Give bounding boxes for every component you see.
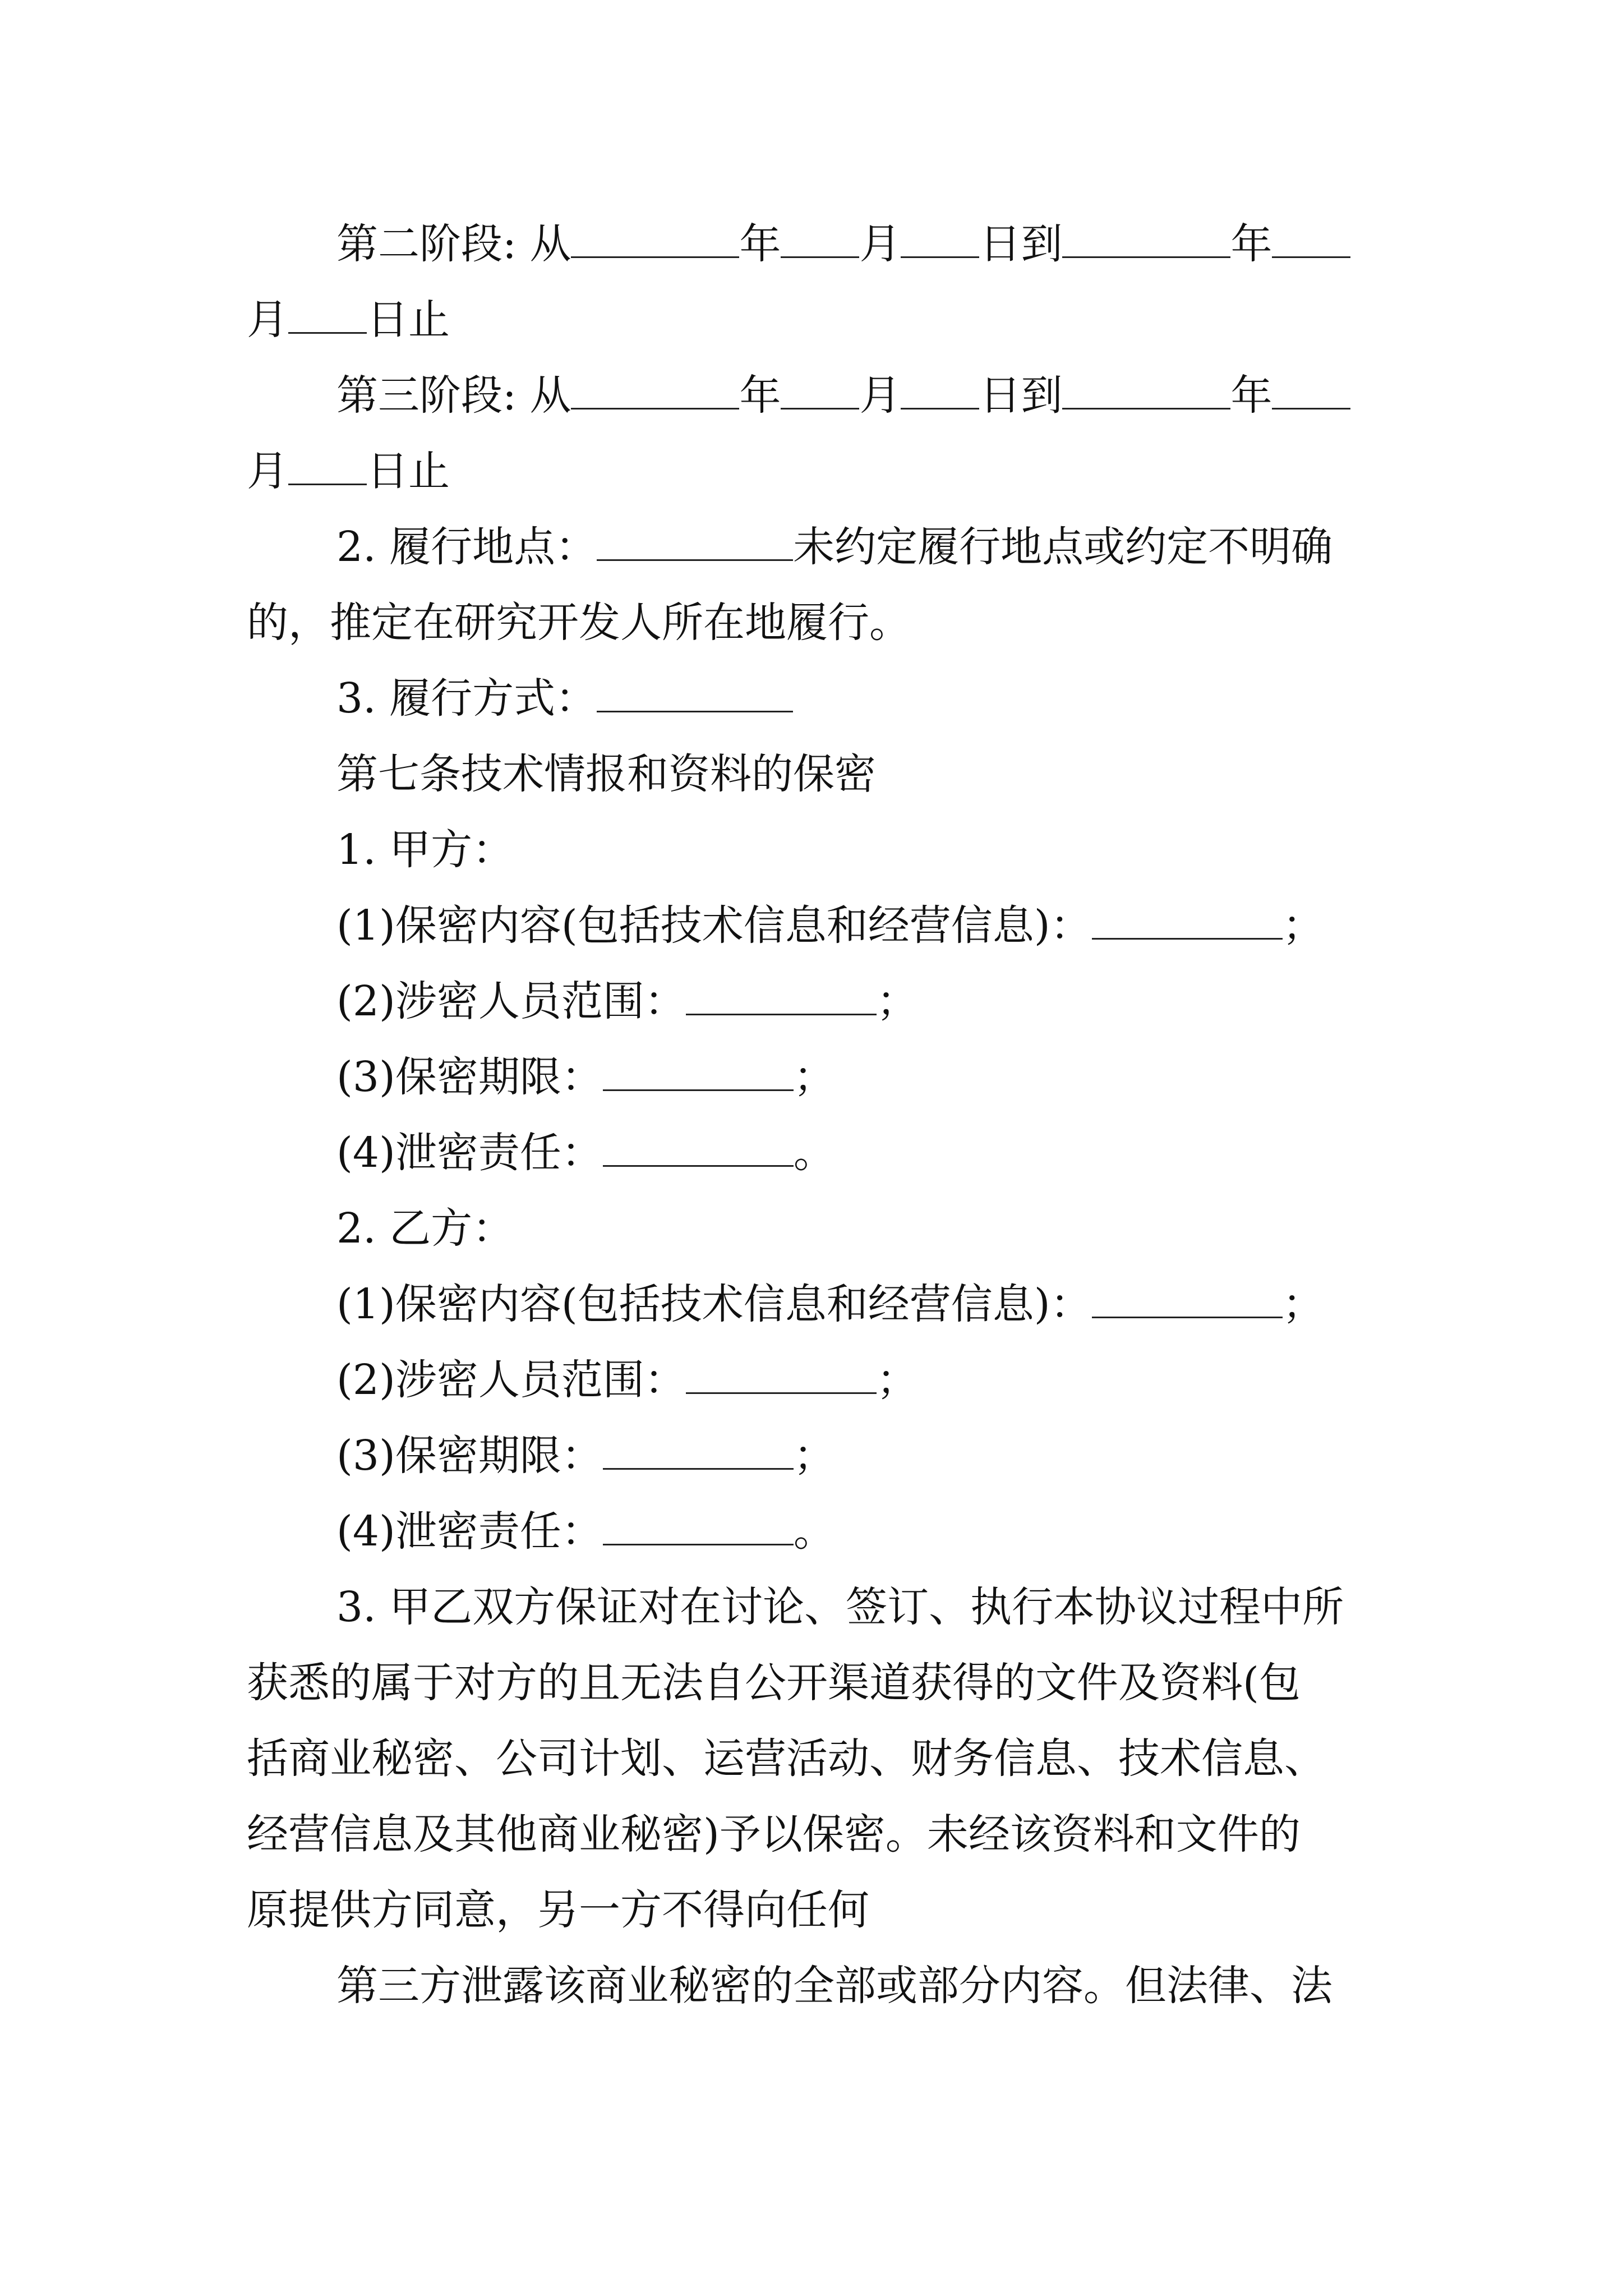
partyB-item-2 <box>336 1352 918 1408</box>
stage2-month-label: 月 <box>859 220 901 268</box>
stage2-month-blank[interactable] <box>781 219 859 258</box>
partyB-heading: 2. 乙方： <box>336 1204 514 1253</box>
partyB-item-3-blank[interactable] <box>603 1431 794 1470</box>
stage3-line <box>336 367 1350 424</box>
stage3-day-end-label: 日止 <box>367 447 450 495</box>
partyA-item-1-end: ； <box>1282 901 1324 950</box>
place-line <box>336 519 1332 575</box>
partyA-item-4-blank[interactable] <box>603 1128 794 1167</box>
place-blank[interactable] <box>597 522 793 561</box>
partyB-item-1 <box>336 1276 1324 1332</box>
partyB-item-2-blank[interactable] <box>686 1355 877 1394</box>
partyB-item-4-end: 。 <box>793 1507 835 1556</box>
stage2-prefix: 第二阶段: 从 <box>336 220 571 268</box>
stage2-month2-label: 月 <box>247 296 288 344</box>
partyB-item-2-label: (2)涉密人员范围： <box>336 1356 686 1404</box>
partyB-item-3 <box>336 1428 835 1484</box>
stage3-prefix: 第三阶段: 从 <box>336 371 571 420</box>
stage2-month2-blank[interactable] <box>1272 219 1350 258</box>
stage3-day-to-label: 日到 <box>979 371 1063 420</box>
partyA-item-2-label: (2)涉密人员范围： <box>336 977 686 1025</box>
partyB-item-1-blank[interactable] <box>1092 1280 1283 1318</box>
partyB-item-4-blank[interactable] <box>603 1507 794 1545</box>
stage2-year2-blank[interactable] <box>1062 219 1230 258</box>
stage2-year2-label: 年 <box>1230 220 1272 268</box>
partyA-item-1-label: (1)保密内容(包括技术信息和经营信息)： <box>336 901 1092 950</box>
stage3-day-blank[interactable] <box>901 371 979 409</box>
stage2-day-blank[interactable] <box>901 219 979 258</box>
place-rest: 未约定履行地点或约定不明确 <box>793 523 1333 571</box>
stage3-month2-label: 月 <box>247 447 288 495</box>
partyB-item-4 <box>336 1503 835 1559</box>
partyA-item-3 <box>336 1049 835 1105</box>
stage3-day2-blank[interactable] <box>288 447 367 485</box>
stage3-year2-blank[interactable] <box>1062 371 1230 409</box>
stage2-day-to-label: 日到 <box>979 220 1063 268</box>
stage3-line-cont <box>247 443 450 499</box>
method-label: 3. 履行方式： <box>336 674 597 723</box>
stage2-day2-blank[interactable] <box>288 295 367 334</box>
method-blank[interactable] <box>597 674 793 712</box>
clause3-line-2: 获悉的属于对方的且无法自公开渠道获得的文件及资料(包 <box>247 1659 1301 1707</box>
partyB-item-1-label: (1)保密内容(包括技术信息和经营信息)： <box>336 1280 1092 1328</box>
stage3-month-blank[interactable] <box>781 371 859 409</box>
partyA-item-3-end: ； <box>793 1053 835 1101</box>
method-line <box>336 670 793 726</box>
partyB-item-1-end: ； <box>1282 1280 1324 1328</box>
partyA-item-2-blank[interactable] <box>686 977 877 1015</box>
stage3-year-label: 年 <box>739 371 781 420</box>
stage2-day-end-label: 日止 <box>367 296 450 344</box>
stage2-line <box>336 216 1350 272</box>
stage3-year-blank[interactable] <box>571 371 739 409</box>
partyA-item-4-label: (4)泄密责任： <box>336 1129 603 1177</box>
clause3-line-1: 3. 甲乙双方保证对在讨论、签订、执行本协议过程中所 <box>336 1583 1344 1631</box>
partyB-item-2-end: ； <box>876 1356 918 1404</box>
clause3-line-5: 原提供方同意，另一方不得向任何 <box>247 1886 869 1934</box>
partyA-item-1-blank[interactable] <box>1092 901 1283 940</box>
partyA-item-3-blank[interactable] <box>603 1052 794 1091</box>
stage2-line-cont <box>247 292 450 348</box>
partyA-item-2 <box>336 973 918 1029</box>
article7-title: 第七条技术情报和资料的保密 <box>336 750 876 798</box>
partyA-item-4 <box>336 1125 835 1181</box>
stage3-month2-blank[interactable] <box>1272 371 1350 409</box>
partyA-heading: 1. 甲方： <box>336 826 514 874</box>
stage3-month-label: 月 <box>859 371 901 420</box>
partyB-item-4-label: (4)泄密责任： <box>336 1507 603 1556</box>
partyA-item-2-end: ； <box>876 977 918 1025</box>
place-line-cont: 的，推定在研究开发人所在地履行。 <box>247 599 911 647</box>
partyA-item-3-label: (3)保密期限： <box>336 1053 603 1101</box>
stage2-year-blank[interactable] <box>571 219 739 258</box>
stage3-year2-label: 年 <box>1230 371 1272 420</box>
partyB-item-3-label: (3)保密期限： <box>336 1432 603 1480</box>
partyA-item-4-end: 。 <box>793 1129 835 1177</box>
clause3-line-3: 括商业秘密、公司计划、运营活动、财务信息、技术信息、 <box>247 1734 1326 1783</box>
stage2-year-label: 年 <box>739 220 781 268</box>
clause-next-line: 第三方泄露该商业秘密的全部或部分内容。但法律、法 <box>336 1962 1332 2010</box>
clause3-line-4: 经营信息及其他商业秘密)予以保密。未经该资料和文件的 <box>247 1810 1301 1858</box>
partyB-item-3-end: ； <box>793 1432 835 1480</box>
place-label: 2. 履行地点： <box>336 523 597 571</box>
partyA-item-1 <box>336 898 1324 954</box>
